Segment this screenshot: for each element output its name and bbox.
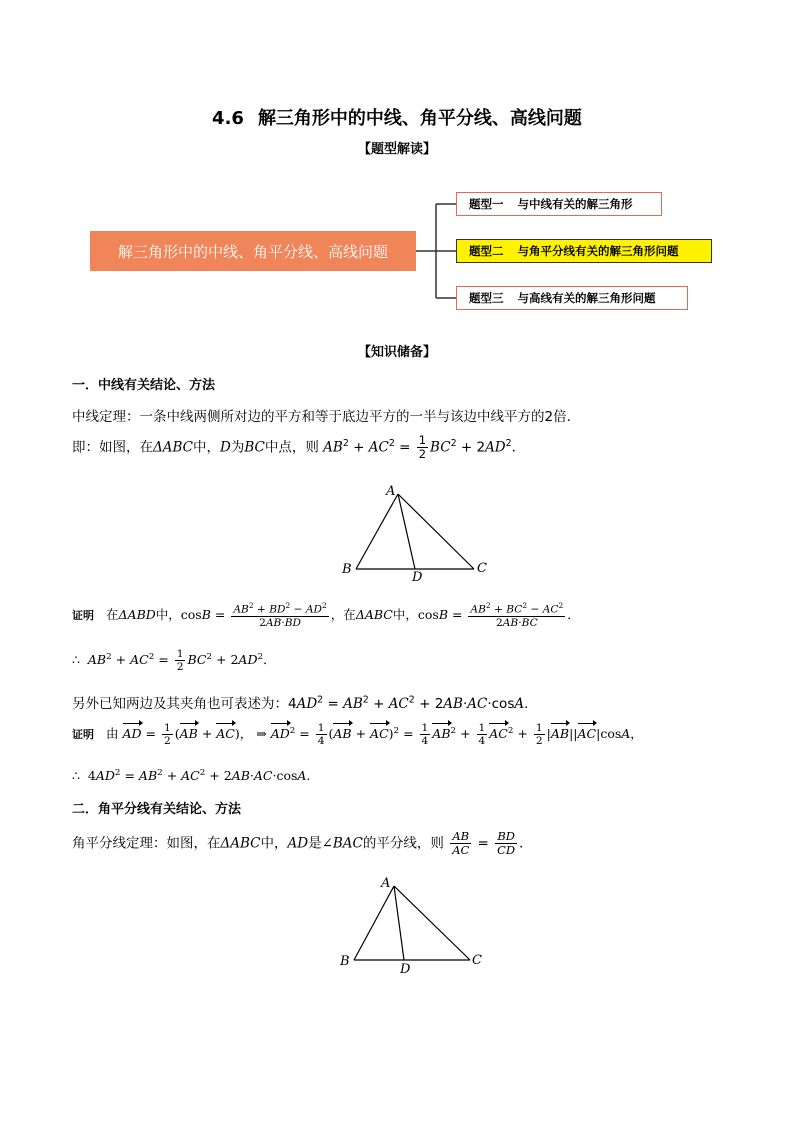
mindmap-item-3[interactable]: 题型三 与高线有关的解三角形问题	[456, 286, 688, 310]
side-ab	[356, 494, 398, 569]
median-theorem: 中线定理：一条中线两侧所对边的平方和等于底边平方的一半与该边中线平方的2倍．	[72, 409, 581, 425]
bisector-ad	[394, 886, 404, 960]
median-statement: 即：如图，在ΔABC中，D为BC中点，则 $AB^2 + AC^2$ = $\frac{1}{2}$ $BC^2 + 2AD^2$．	[72, 433, 526, 462]
side-ab	[354, 886, 394, 960]
side-ac	[394, 886, 470, 960]
vertex-d-label: D	[412, 570, 423, 585]
vertex-b-label: B	[340, 954, 350, 969]
part1-heading: 一．中线有关结论、方法	[72, 378, 216, 393]
vertex-d-label: D	[400, 962, 411, 977]
mindmap-item-2[interactable]: 题型二 与角平分线有关的解三角形问题	[456, 239, 712, 263]
median-proof-1: 证明 在ΔABD中，cosB = $\frac{AB^2 + BD^2 - AD^2}{2AB\cdot BD}$ ，在ΔABC中，cosB = $\frac{AB^2 + BC^2 - AC^2}{2AB\cdot BC}$ ．	[72, 601, 580, 629]
vector-result: ∴ $4AD^2 = AB^2 + AC^2 + 2AB\cdot AC\cdot\cos A$．	[72, 767, 319, 783]
vertex-c-label: C	[477, 561, 487, 576]
section-knowledge: 【知识储备】	[357, 345, 436, 360]
triangle-figure-2	[330, 870, 510, 980]
vector-proof: 证明 由 AD = $\frac{1}{2}$ (AB + AC)， ⇒ $AD^2$ = $\frac{1}{4}$ (AB + AC)$^2$ = $\frac{1}{4}$ $AB^2$ + $\frac{1}{4}$ $AC^2$ + $\frac{1}{2}$ |AB||AC|cosA，	[72, 721, 643, 748]
mindmap-root: 解三角形中的中线、角平分线、高线问题	[90, 231, 416, 271]
title-number: 4.6	[212, 108, 244, 129]
vertex-c-label: C	[472, 953, 482, 968]
vertex-a-label: A	[381, 876, 391, 891]
median-result: ∴ $AB^2 + AC^2$ = $\frac{1}{2}$ $BC^2 + 2AD^2$．	[72, 647, 276, 674]
section-reading: 【题型解读】	[357, 142, 436, 157]
side-ac	[398, 494, 474, 569]
vertex-a-label: A	[386, 484, 396, 499]
bisector-theorem: 角平分线定理：如图，在ΔABC中，AD是∠BAC的平分线，则 $\frac{AB}{AC}$ = $\frac{BD}{CD}$ ．	[72, 829, 533, 858]
vertex-b-label: B	[342, 562, 352, 577]
two-sides-statement: 另外已知两边及其夹角也可表述为：$4AD^2 = AB^2 + AC^2 + 2AB\cdot AC\cdot\cos A$．	[72, 694, 538, 712]
mindmap-item-1[interactable]: 题型一 与中线有关的解三角形	[456, 192, 662, 216]
title-text: 解三角形中的中线、角平分线、高线问题	[257, 108, 582, 129]
part2-heading: 二．角平分线有关结论、方法	[72, 802, 242, 817]
median-ad	[398, 494, 415, 569]
